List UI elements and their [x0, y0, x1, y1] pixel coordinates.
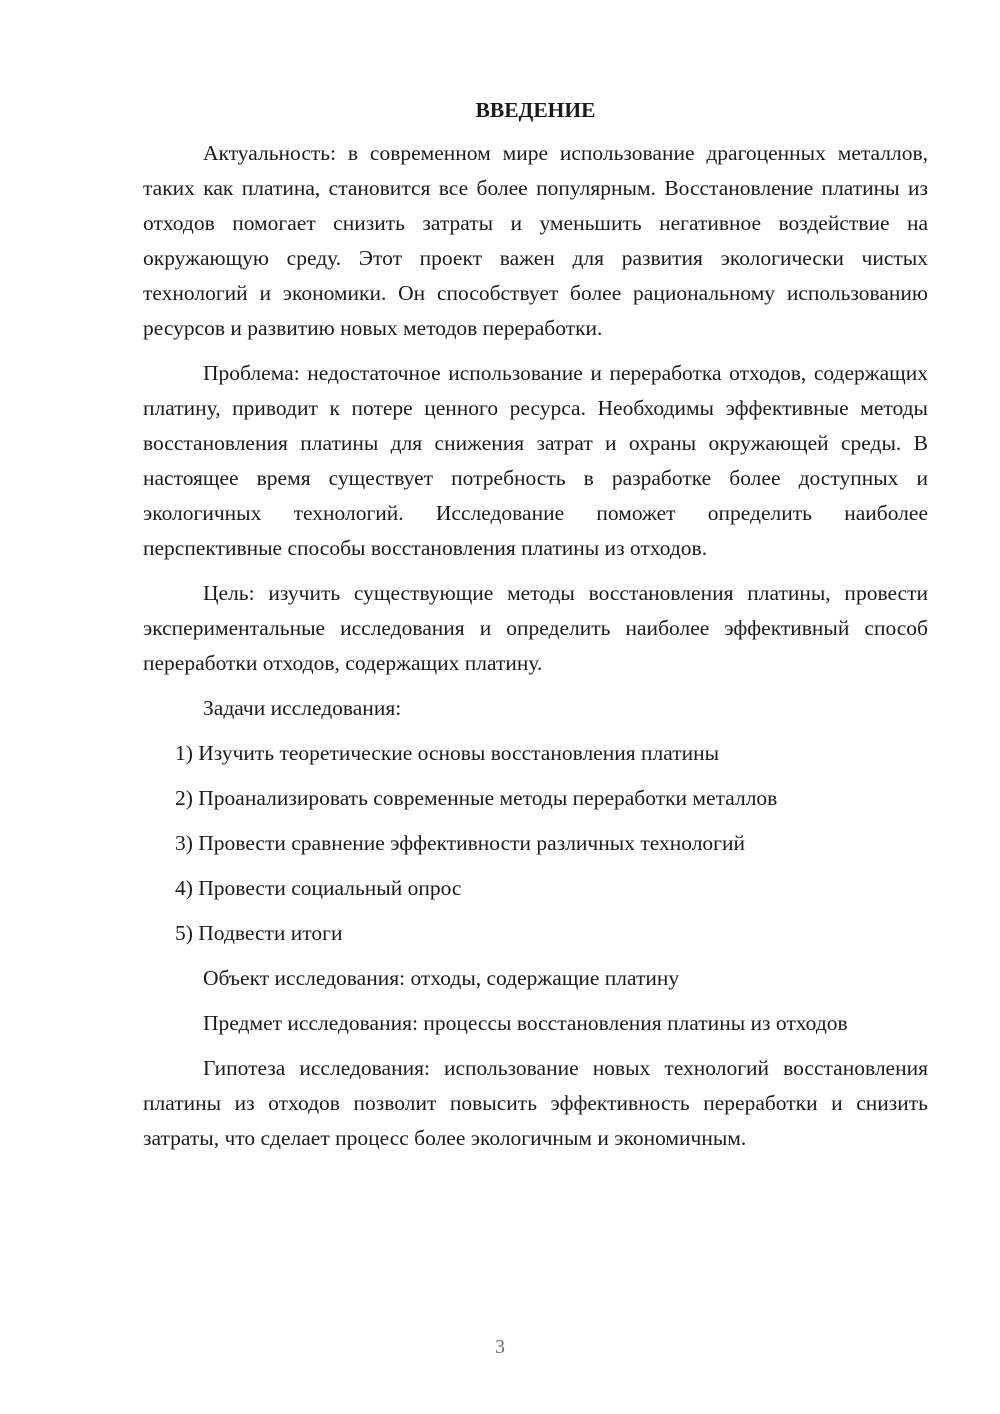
task-item: 2) Проанализировать современные методы переработки металлов — [175, 786, 778, 810]
subject-paragraph: Предмет исследования: процессы восстановления платины из отходов — [203, 1011, 848, 1035]
task-item: 1) Изучить теоретические основы восстановления платины — [175, 741, 720, 765]
object-paragraph: Объект исследования: отходы, содержащие платину — [203, 966, 680, 990]
problem-paragraph: Проблема: недостаточное использование и переработка отходов, содержащих платину, приводит к потере ценного ресурса. Необходимы эффективные методы восстановления платины для снижения затрат и охраны окружающей среды. В настоящее время существует потребность в разработке более доступных и экологичных технологий. Исследование поможет определить наиболее перспективные способы восстановления платины из отходов. — [143, 361, 928, 560]
hypothesis-paragraph: Гипотеза исследования: использование новых технологий восстановления платины из отходов позволит повысить эффективность переработки и снизить затраты, что сделает процесс более экологичным и экономичным. — [143, 1056, 928, 1150]
tasks-heading: Задачи исследования: — [203, 696, 402, 720]
research-tasks-list — [143, 736, 928, 951]
page-content — [143, 92, 928, 1166]
relevance-paragraph: Актуальность: в современном мире использование драгоценных металлов, таких как платина, становится все более популярным. Восстановление платины из отходов помогает снизить затраты и уменьшить негативное воздействие на окружающую среду. Этот проект важен для развития экологически чистых технологий и экономики. Он способствует более рациональному использованию ресурсов и развитию новых методов переработки. — [143, 141, 928, 340]
page-number: 3 — [495, 1336, 505, 1358]
task-item: 3) Провести сравнение эффективности различных технологий — [175, 831, 746, 855]
goal-paragraph: Цель: изучить существующие методы восстановления платины, провести экспериментальные исследования и определить наиболее эффективный способ переработки отходов, содержащих платину. — [143, 581, 928, 675]
section-title: ВВЕДЕНИЕ — [475, 98, 596, 122]
task-item: 4) Провести социальный опрос — [175, 876, 462, 900]
task-item: 5) Подвести итоги — [175, 921, 343, 945]
